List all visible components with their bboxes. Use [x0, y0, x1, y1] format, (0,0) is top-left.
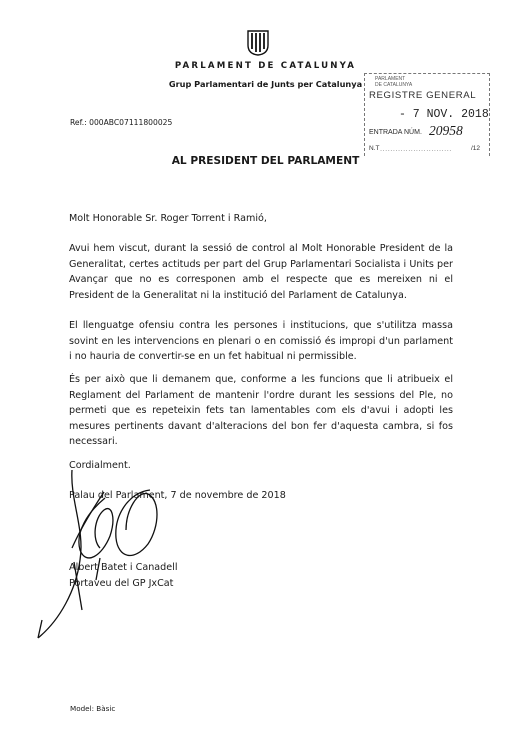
signer-name: Albert Batet i Canadell	[69, 562, 178, 573]
stamp-nt-dots: ............................	[380, 145, 452, 153]
body-paragraph: El llenguatge ofensiu contra les persones i institucions, que s'utilitza massa sovint en les intervencions en plenari o en comissió és impropi d'un parlament i no hauria de convertir-se en un fet habitual ni permissible.	[69, 320, 453, 362]
stamp-entry-label: ENTRADA NÚM.	[369, 129, 422, 136]
parliamentary-group-name: Grup Parlamentari de Junts per Catalunya	[168, 79, 363, 89]
stamp-registry-label: REGISTRE GENERAL	[369, 90, 477, 101]
stamp-entry-number: 20958	[429, 123, 463, 138]
institution-name: PARLAMENT DE CATALUNYA	[174, 61, 357, 71]
place-date: Palau del Parlament, 7 de novembre de 2018	[69, 490, 286, 501]
salutation: Molt Honorable Sr. Roger Torrent i Ramió,	[69, 213, 267, 224]
stamp-date: - 7 NOV. 2018	[399, 108, 489, 121]
body-paragraph: És per això que li demanem que, conforme a les funcions que li atribueix el Reglament del Parlament de mantenir l'ordre durant les sessions del Ple, no permeti que es repeteixin fets tan lamentables com els d'avui i adopti les mesures pertinents davant d'alteracions del bon fer d'aquesta cambra, si fos necessari.	[69, 374, 453, 447]
handwritten-signature	[30, 470, 210, 640]
letter-heading: AL PRESIDENT DEL PARLAMENT	[171, 155, 360, 167]
parliament-emblem-icon	[247, 30, 269, 56]
closing: Cordialment.	[69, 460, 131, 471]
signer-title: Portaveu del GP JxCat	[69, 577, 174, 589]
stamp-institution-text: PARLAMENT DE CATALUNYA	[375, 76, 413, 88]
reference-number: Ref.: 000ABC07111800025	[70, 118, 173, 127]
stamp-nt-suffix: /12	[471, 145, 481, 152]
registry-stamp	[364, 73, 490, 156]
stamp-nt-label: N.T	[369, 145, 380, 152]
body-paragraph: Avui hem viscut, durant la sessió de control al Molt Honorable President de la Generalitat, certes actituds per part del Grup Parlamentari Socialista i Units per Avançar que no es corresponen amb el respecte que es mereixen ni el President de la Generalitat ni la institució del Parlament de Catalunya.	[69, 243, 453, 301]
document-model-label: Model: Bàsic	[70, 704, 116, 713]
